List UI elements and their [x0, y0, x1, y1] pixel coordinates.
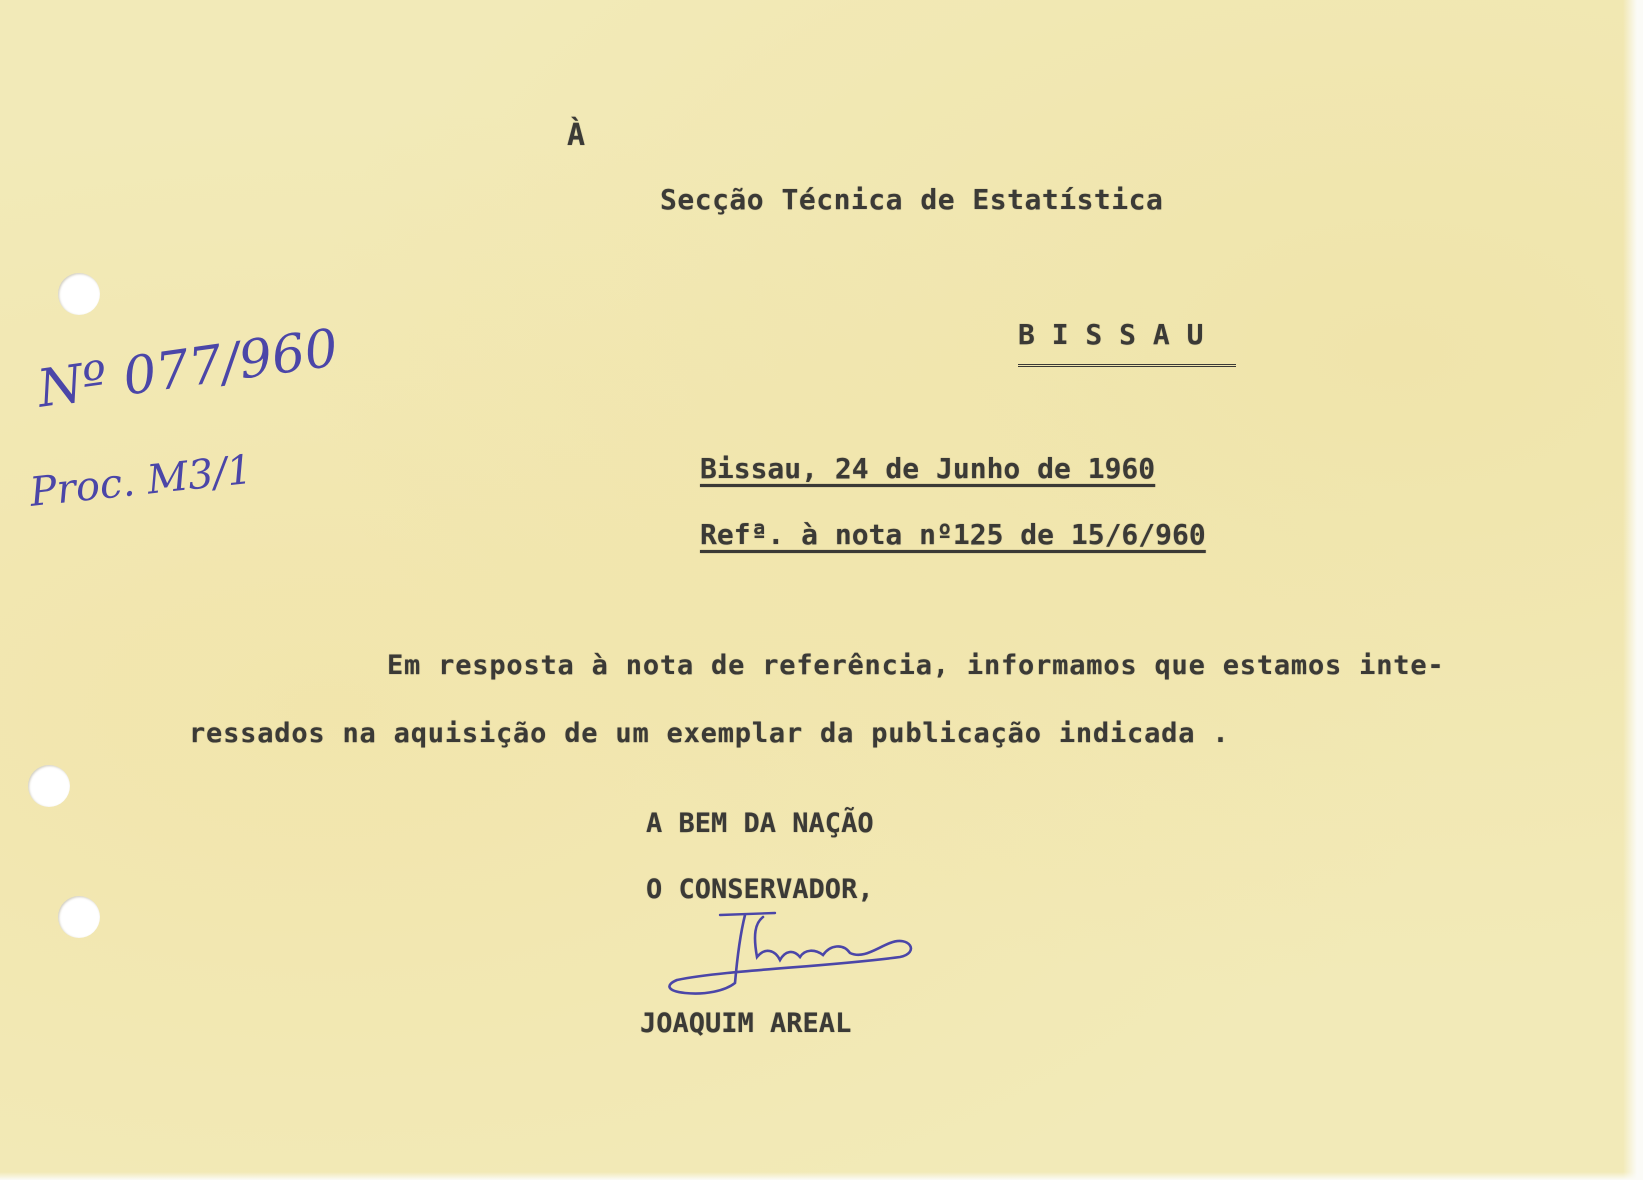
punch-hole-bottom — [58, 896, 100, 938]
signatory-name: JOAQUIM AREAL — [640, 1008, 852, 1039]
signature-mark — [665, 905, 965, 1010]
city-line: B I S S A U — [1018, 318, 1204, 351]
date-line: Bissau, 24 de Junho de 1960 — [700, 452, 1156, 485]
punch-hole-middle — [28, 765, 70, 807]
reference-line: Refª. à nota nº125 de 15/6/960 — [700, 518, 1206, 551]
body-line-1: Em resposta à nota de referência, informamos que estamos inte- — [387, 650, 1445, 681]
closing-line: A BEM DA NAÇÃO — [646, 808, 874, 839]
salutation: À — [567, 118, 586, 153]
punch-hole-top — [58, 273, 100, 315]
city-underline — [1018, 364, 1236, 367]
title-line: O CONSERVADOR, — [646, 874, 874, 905]
handwritten-number: Nº 077/960 — [33, 318, 342, 420]
paper-edge-bottom — [0, 1172, 1643, 1180]
body-line-2: ressados na aquisição de um exemplar da publicação indicada . — [189, 718, 1230, 749]
paper-edge-right — [1623, 0, 1643, 1180]
recipient-line: Secção Técnica de Estatística — [660, 183, 1164, 216]
handwritten-process: Proc. M3/1 — [27, 446, 255, 516]
